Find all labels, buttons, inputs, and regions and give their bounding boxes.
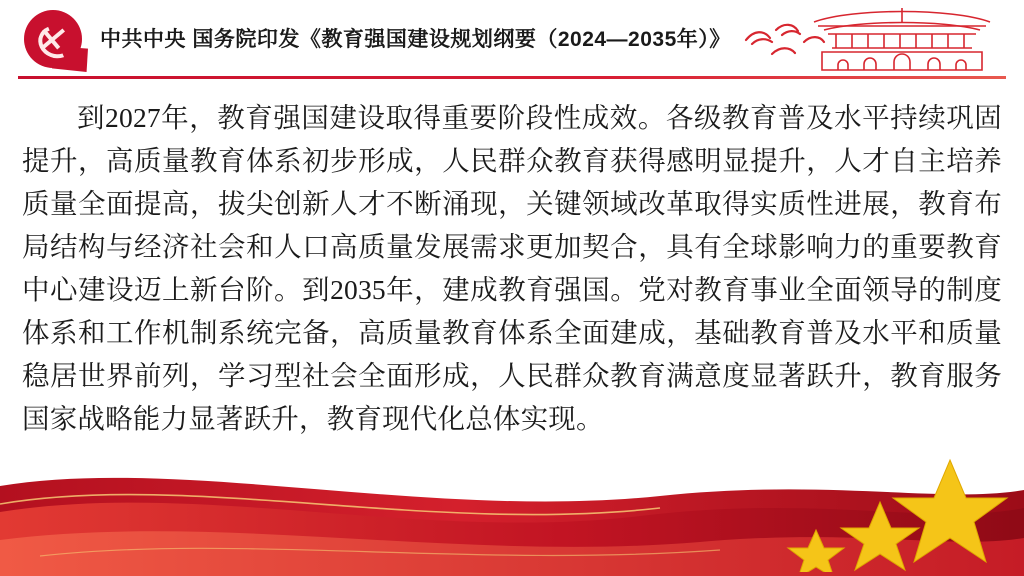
page-title: 中共中央 国务院印发《教育强国建设规划纲要（2024—2035年）》 <box>100 28 731 51</box>
tiananmen-gate-icon <box>802 4 1002 74</box>
hammer-sickle-icon <box>35 21 71 57</box>
slide-header <box>0 0 1024 78</box>
header-divider <box>18 76 1006 79</box>
body-paragraph: 到2027年，教育强国建设取得重要阶段性成效。各级教育普及水平持续巩固提升，高质量教育体系初步形成，人民群众教育获得感明显提升，人才自主培养质量全面提高，拔尖创新人才不断涌现，关键领域改革取得实质性进展，教育布局结构与经济社会和人口高质量发展需求更加契合，具有全球影响力的重要教育中心建设迈上新台阶。到2035年，建成教育强国。党对教育事业全面领导的制度体系和工作机制系统完备，高质量教育体系全面建成，基础教育普及水平和质量稳居世界前列，学习型社会全面形成，人民群众教育满意度显著跃升，教育服务国家战略能力显著跃升，教育现代化总体实现。 <box>22 102 1002 434</box>
golden-stars-icon <box>754 456 1014 572</box>
cpc-emblem-icon <box>24 10 90 72</box>
red-ribbon-decoration <box>0 446 1024 576</box>
